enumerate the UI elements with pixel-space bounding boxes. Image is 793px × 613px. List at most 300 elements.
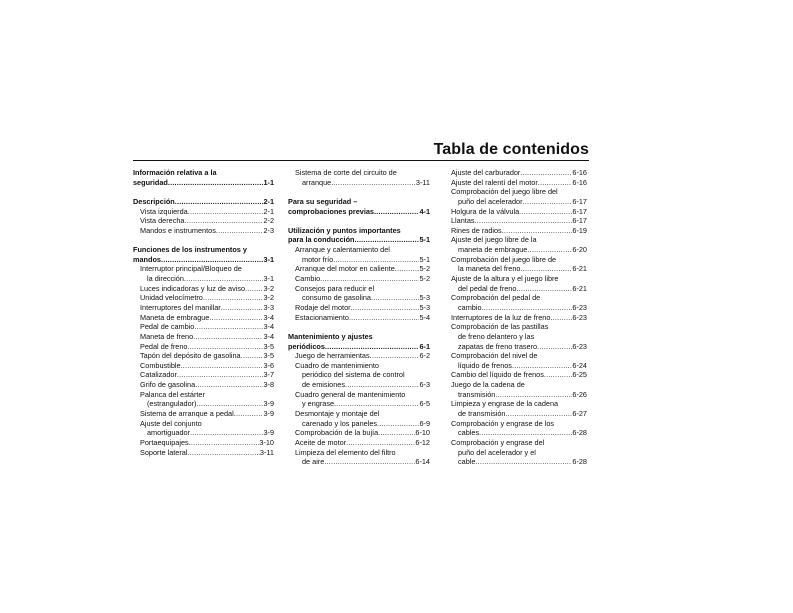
toc-entry-title: Sistema de arranque a pedal [140, 409, 234, 418]
toc-leader-dots [188, 207, 264, 217]
toc-entry-title: carenado y los paneles [302, 418, 378, 428]
toc-entry [451, 332, 587, 342]
toc-leader-dots [194, 322, 263, 332]
toc-entry [288, 274, 430, 284]
toc-entry [288, 178, 430, 188]
toc-page-number: 3-9 [263, 428, 274, 438]
toc-entry [133, 332, 274, 342]
toc-leader-dots [527, 245, 572, 255]
toc-page-number: 3-3 [263, 302, 274, 312]
toc-entry [288, 457, 430, 467]
toc-entry-title: Juego de la cadena de [451, 380, 525, 390]
toc-entry-title: para la conducción [288, 235, 355, 245]
toc-leader-dots [209, 313, 263, 323]
toc-page-number: 3-8 [263, 380, 274, 390]
toc-entry-title: Rodaje del motor [295, 302, 351, 312]
toc-entry [451, 409, 587, 419]
toc-page-number: 6-19 [572, 225, 587, 235]
toc-page-number: 3-4 [263, 312, 274, 322]
toc-leader-dots [475, 216, 573, 226]
toc-entry-title: Sistema de corte del circuito de [295, 167, 397, 177]
toc-page-number: 5-1 [419, 254, 430, 264]
toc-entry-title: Consejos para reducir el [295, 283, 375, 293]
toc-entry-title: Para su seguridad – [288, 196, 358, 206]
toc-entry-title: Funciones de los instrumentos y [133, 245, 247, 255]
toc-entry [133, 284, 274, 294]
toc-leader-dots [221, 303, 264, 313]
toc-entry [451, 322, 587, 332]
toc-leader-dots [520, 168, 572, 178]
toc-entry-title: Arranque y calentamiento del [295, 245, 390, 255]
toc-leader-dots [331, 178, 416, 188]
toc-entry [451, 197, 587, 207]
toc-entry-title: Comprobación y engrase de los [451, 418, 555, 428]
toc-entry [133, 438, 274, 448]
toc-entry [451, 361, 587, 371]
toc-leader-dots [502, 226, 573, 236]
toc-leader-dots [241, 351, 264, 361]
toc-entry [288, 361, 430, 371]
toc-leader-dots [550, 313, 572, 323]
toc-leader-dots [523, 197, 573, 207]
toc-leader-dots [189, 438, 260, 448]
toc-leader-dots [193, 332, 263, 342]
toc-entry-title: Cuadro general de mantenimiento [295, 389, 406, 399]
toc-leader-dots [377, 419, 419, 429]
toc-leader-dots [161, 255, 263, 265]
toc-leader-dots [512, 361, 572, 371]
toc-entry-title: y engrase [302, 399, 335, 409]
toc-page-number: 4-1 [419, 206, 430, 216]
toc-leader-dots [538, 178, 573, 188]
toc-entry-title: Portaequipajes [140, 437, 189, 447]
toc-page-number: 3-10 [259, 437, 274, 447]
toc-leader-dots [190, 428, 263, 438]
toc-leader-dots [374, 207, 419, 217]
toc-page-number: 6-17 [572, 206, 587, 216]
toc-entry [133, 361, 274, 371]
toc-leader-dots [333, 255, 419, 265]
toc-entry-title: cables [458, 428, 480, 438]
toc-leader-dots [346, 438, 415, 448]
toc-page-number: 3-4 [263, 322, 274, 332]
toc-entry-title: de transmisión [458, 409, 506, 418]
toc-spacer [133, 187, 274, 197]
toc-leader-dots [482, 303, 573, 313]
toc-entry-title: Cuadro de mantenimiento [295, 360, 379, 370]
toc-page-number: 3-1 [263, 274, 274, 284]
toc-entry-title: Interruptores del manillar [140, 302, 221, 312]
toc-page-number: 3-11 [415, 177, 430, 187]
toc-entry-title: Pedal de freno [140, 341, 188, 351]
toc-entry [133, 293, 274, 303]
toc-entry-title: Catalizador [140, 370, 177, 380]
toc-entry-title: Estacionamiento [295, 312, 349, 322]
toc-entry-title: Juego de herramientas [295, 351, 370, 361]
toc-page-number: 6-3 [419, 380, 430, 390]
toc-leader-dots [187, 342, 263, 352]
toc-leader-dots [505, 409, 572, 419]
toc-section-heading [288, 226, 430, 236]
toc-page-number: 5-3 [419, 302, 430, 312]
toc-entry-title: arranque [302, 177, 332, 187]
toc-entry-title: Aceite de motor [295, 437, 347, 447]
toc-entry-title: Cambio [295, 274, 321, 284]
toc-entry-title: Palanca del estárter [140, 389, 205, 399]
toc-entry [451, 399, 587, 409]
toc-column-1 [133, 168, 274, 457]
toc-entry [288, 438, 430, 448]
toc-leader-dots [320, 274, 419, 284]
toc-entry-title: Maneta de embrague [140, 312, 210, 322]
toc-entry-title: Ajuste del carburador [451, 167, 521, 177]
toc-page-number: 3-5 [263, 341, 274, 351]
toc-entry-title: (estrangulador) [147, 399, 197, 409]
toc-page-number: 3-6 [263, 360, 274, 370]
toc-entry [451, 216, 587, 226]
toc-entry [451, 428, 587, 438]
toc-entry-title: Rines de radios [451, 225, 502, 235]
page-title: Tabla de contenidos [433, 141, 589, 158]
toc-leader-dots [234, 409, 264, 419]
toc-entry-title: mandos [133, 254, 161, 264]
toc-entry-title: puño del acelerador [458, 196, 523, 206]
toc-page-number: 6-25 [572, 370, 587, 380]
toc-entry-title: la dirección [147, 274, 184, 284]
toc-entry-title: Comprobación del juego libre de [451, 254, 557, 264]
toc-leader-dots [187, 448, 259, 458]
toc-entry-title: Cambio del líquido de frenos [451, 370, 544, 380]
toc-leader-dots [216, 226, 264, 236]
toc-entry [451, 187, 587, 197]
toc-entry-title: líquido de frenos [458, 360, 512, 370]
toc-page-number: 6-28 [572, 428, 587, 438]
toc-entry [288, 380, 430, 390]
toc-page-number: 3-2 [263, 293, 274, 303]
toc-entry-title: Combustible [140, 360, 181, 370]
toc-page-number: 6-23 [572, 312, 587, 322]
toc-entry [451, 419, 587, 429]
toc-entry-title: la maneta del freno [458, 264, 521, 274]
toc-entry [288, 351, 430, 361]
toc-entry-title: cable [458, 457, 476, 467]
toc-spacer [288, 187, 430, 197]
toc-entry [133, 216, 274, 226]
toc-entry [451, 226, 587, 236]
toc-section-heading [288, 197, 430, 207]
toc-entry [133, 409, 274, 419]
toc-entry [288, 264, 430, 274]
toc-entry [451, 457, 587, 467]
toc-leader-dots [544, 370, 573, 380]
toc-leader-dots [175, 197, 264, 207]
toc-entry-title: Vista izquierda [140, 206, 188, 216]
toc-leader-dots [324, 457, 415, 467]
toc-entry [451, 303, 587, 313]
toc-entry [288, 370, 430, 380]
toc-entry-title: zapatas de freno trasero [458, 341, 538, 351]
toc-leader-dots [181, 361, 264, 371]
toc-entry-title: de emisiones [302, 380, 345, 390]
toc-entry-title: comprobaciones previas [288, 206, 374, 216]
toc-entry-title: Mantenimiento y ajustes [288, 331, 373, 341]
toc-page-number: 6-1 [419, 341, 430, 351]
toc-page-number: 5-4 [419, 312, 430, 322]
toc-page-number: 2-2 [263, 216, 274, 226]
toc-entry [133, 207, 274, 217]
toc-page-number: 6-5 [419, 399, 430, 409]
toc-page-number: 5-2 [419, 264, 430, 274]
toc-entry-title: Ajuste de la altura y el juego libre [451, 274, 559, 284]
toc-page-number: 6-20 [572, 245, 587, 255]
toc-entry [288, 399, 430, 409]
toc-leader-dots [371, 293, 419, 303]
toc-page-number: 3-2 [263, 283, 274, 293]
toc-entry [288, 428, 430, 438]
toc-entry-title: Comprobación del juego libre del [451, 187, 558, 197]
toc-entry-title: Ajuste del juego libre de la [451, 235, 537, 245]
toc-page-number: 6-10 [415, 428, 430, 438]
toc-entry [451, 255, 587, 265]
toc-leader-dots [395, 264, 420, 274]
toc-page-number: 3-1 [263, 254, 274, 264]
toc-leader-dots [245, 284, 263, 294]
toc-leader-dots [345, 380, 419, 390]
toc-page-number: 6-17 [572, 216, 587, 226]
toc-page-number: 5-2 [419, 274, 430, 284]
toc-page-number: 2-1 [263, 196, 274, 206]
toc-page-number: 2-3 [263, 225, 274, 235]
toc-entry-title: Mandos e instrumentos [140, 225, 216, 235]
toc-entry-title: Ajuste del ralentí del motor [451, 177, 538, 187]
toc-leader-dots [325, 342, 420, 352]
toc-leader-dots [203, 293, 264, 303]
toc-entry-title: Desmontaje y montaje del [295, 409, 380, 418]
toc-entry-title: Limpieza del elemento del filtro [295, 447, 396, 457]
toc-entry-title: transmisión [458, 389, 496, 399]
toc-entry-title: cambio [458, 302, 482, 312]
toc-entry [288, 390, 430, 400]
toc-entry [451, 380, 587, 390]
toc-page-number: 6-17 [572, 196, 587, 206]
title-divider [133, 160, 589, 161]
toc-section-heading [133, 197, 274, 207]
toc-page-number: 6-26 [572, 389, 587, 399]
toc-page-number: 6-9 [419, 418, 430, 428]
toc-entry-title: Interruptor principal/Bloqueo de [140, 264, 242, 274]
toc-entry-title: maneta de embrague [458, 245, 528, 255]
toc-entry [133, 419, 274, 429]
toc-entry [451, 235, 587, 245]
toc-entry [133, 448, 274, 458]
toc-entry [133, 428, 274, 438]
toc-entry-title: Información relativa a la [133, 167, 217, 177]
toc-entry-title: Utilización y puntos importantes [288, 225, 401, 235]
toc-entry [451, 245, 587, 255]
toc-entry-title: Vista derecha [140, 216, 185, 226]
toc-page-number: 5-3 [419, 293, 430, 303]
toc-entry [288, 303, 430, 313]
toc-entry [451, 370, 587, 380]
toc-entry-title: Arranque del motor en caliente [295, 264, 395, 274]
toc-entry-title: seguridad [133, 177, 168, 187]
toc-entry-title: Comprobación del nivel de [451, 351, 538, 361]
toc-entry [133, 390, 274, 400]
toc-page-number: 6-2 [419, 351, 430, 361]
toc-leader-dots [184, 274, 264, 284]
toc-page-number: 2-1 [263, 206, 274, 216]
toc-entry [451, 284, 587, 294]
toc-entry [288, 448, 430, 458]
toc-leader-dots [349, 313, 420, 323]
toc-entry [288, 313, 430, 323]
toc-entry-title: Unidad velocímetro [140, 293, 203, 303]
toc-entry [288, 255, 430, 265]
toc-entry-title: Descripción [133, 196, 175, 206]
toc-entry [288, 409, 430, 419]
toc-page-number: 3-9 [263, 399, 274, 409]
toc-page-number: 6-23 [572, 302, 587, 312]
toc-page-number: 3-7 [263, 370, 274, 380]
toc-leader-dots [537, 342, 572, 352]
toc-entry-title: Limpieza y engrase de la cadena [451, 399, 559, 409]
toc-entry-title: puño del acelerador y el [458, 447, 536, 457]
toc-leader-dots [351, 303, 420, 313]
toc-entry [133, 351, 274, 361]
toc-entry [133, 264, 274, 274]
toc-page-number: 3-9 [263, 409, 274, 418]
toc-section-heading [288, 332, 430, 342]
toc-section-heading [288, 342, 430, 352]
toc-entry [288, 245, 430, 255]
toc-entry-title: Grifo de gasolina [140, 380, 196, 390]
toc-entry [451, 313, 587, 323]
toc-column-2 [288, 168, 430, 467]
toc-leader-dots [475, 457, 572, 467]
toc-page-number: 3-4 [263, 331, 274, 341]
toc-entry-title: Llantas [451, 216, 475, 226]
toc-entry [133, 370, 274, 380]
toc-entry-title: Soporte lateral [140, 447, 188, 457]
toc-leader-dots [378, 428, 415, 438]
toc-leader-dots [370, 351, 420, 361]
toc-entry [451, 178, 587, 188]
toc-page-number: 6-27 [572, 409, 587, 418]
toc-page-number: 6-23 [572, 341, 587, 351]
toc-page-number: 3-11 [259, 447, 274, 457]
toc-entry-title: motor frío [302, 254, 334, 264]
toc-entry [133, 303, 274, 313]
toc-page-number: 6-16 [572, 167, 587, 177]
toc-page-number: 6-16 [572, 177, 587, 187]
toc-entry [451, 274, 587, 284]
toc-page-number: 5-1 [419, 235, 430, 245]
toc-entry [133, 226, 274, 236]
toc-entry [451, 390, 587, 400]
toc-entry [133, 380, 274, 390]
toc-section-heading [288, 207, 430, 217]
toc-leader-dots [334, 399, 419, 409]
toc-section-heading [133, 255, 274, 265]
toc-entry [451, 264, 587, 274]
toc-spacer [288, 216, 430, 226]
toc-entry [133, 342, 274, 352]
toc-column-3 [451, 168, 587, 467]
toc-page-number: 6-21 [572, 283, 587, 293]
toc-entry [288, 293, 430, 303]
toc-leader-dots [355, 235, 420, 245]
toc-page-number: 6-12 [415, 437, 430, 447]
toc-leader-dots [479, 428, 572, 438]
toc-page-number: 6-21 [572, 264, 587, 274]
toc-entry-title: periódicos [288, 341, 325, 351]
toc-entry-title: Maneta de freno [140, 331, 194, 341]
toc-entry-title: Luces indicadoras y luz de aviso [140, 283, 246, 293]
toc-leader-dots [516, 284, 572, 294]
toc-entry [451, 448, 587, 458]
toc-entry [451, 293, 587, 303]
toc-section-heading [288, 235, 430, 245]
toc-leader-dots [168, 178, 264, 188]
toc-page-number: 6-24 [572, 360, 587, 370]
toc-entry-title: Comprobación del pedal de [451, 293, 541, 303]
toc-page-number: 6-28 [572, 457, 587, 467]
toc-entry [451, 168, 587, 178]
toc-entry-title: Tapón del depósito de gasolina [140, 351, 241, 361]
toc-entry [133, 274, 274, 284]
toc-leader-dots [495, 390, 572, 400]
toc-entry-title: del pedal de freno [458, 283, 517, 293]
toc-entry [133, 322, 274, 332]
toc-entry-title: Holgura de la válvula [451, 206, 520, 216]
toc-spacer [288, 322, 430, 332]
toc-entry [288, 284, 430, 294]
toc-entry [133, 399, 274, 409]
toc-entry [451, 207, 587, 217]
toc-section-heading [133, 178, 274, 188]
toc-entry-title: periódico del sistema de control [302, 370, 405, 380]
toc-entry-title: Pedal de cambio [140, 322, 195, 332]
toc-section-heading [133, 168, 274, 178]
toc-entry-title: consumo de gasolina [302, 293, 371, 303]
toc-page-number: 1-1 [263, 177, 274, 187]
toc-entry [451, 342, 587, 352]
toc-leader-dots [195, 380, 263, 390]
toc-leader-dots [177, 370, 264, 380]
toc-page-number: 3-5 [263, 351, 274, 361]
toc-page-number: 6-14 [415, 457, 430, 467]
toc-entry-title: Ajuste del conjunto [140, 418, 202, 428]
toc-entry-title: Interruptores de la luz de freno [451, 312, 551, 322]
toc-leader-dots [196, 399, 263, 409]
toc-leader-dots [519, 207, 572, 217]
toc-entry-title: amortiguador [147, 428, 190, 438]
toc-entry-title: Comprobación de la bujía [295, 428, 379, 438]
toc-entry [451, 438, 587, 448]
toc-entry [451, 351, 587, 361]
toc-section-heading [133, 245, 274, 255]
toc-entry-title: de aire [302, 457, 325, 467]
toc-entry [288, 168, 430, 178]
toc-entry [133, 313, 274, 323]
toc-entry-title: Comprobación de las pastillas [451, 322, 549, 332]
toc-leader-dots [520, 264, 572, 274]
toc-entry-title: Comprobación y engrase del [451, 437, 545, 447]
toc-entry-title: de freno delantero y las [458, 331, 535, 341]
toc-entry [288, 419, 430, 429]
toc-spacer [133, 235, 274, 245]
toc-leader-dots [185, 216, 264, 226]
